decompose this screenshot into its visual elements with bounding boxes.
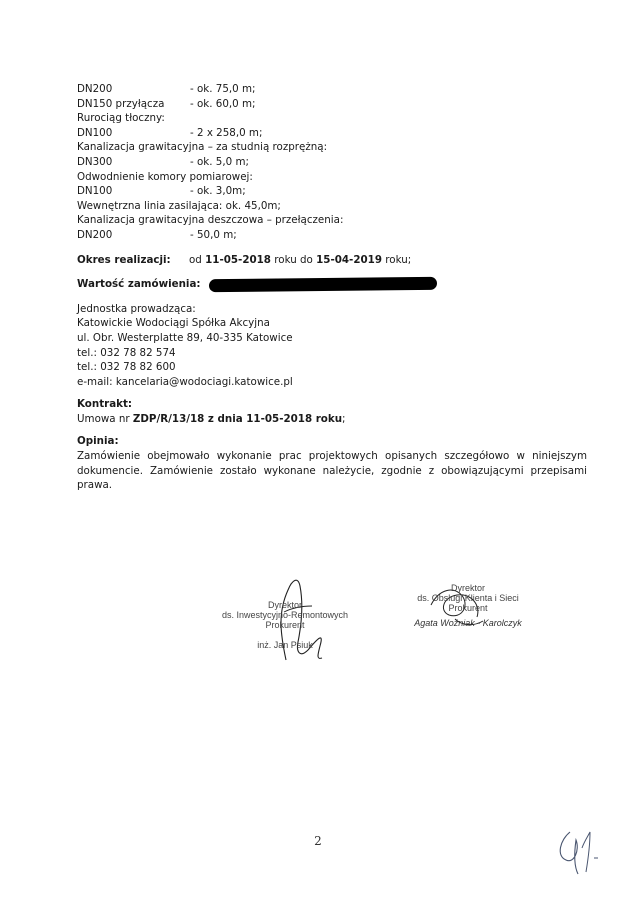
jednostka-tel1: tel.: 032 78 82 574	[77, 346, 176, 359]
rurociag-row: DN100 - 2 x 258,0 m;	[77, 126, 263, 139]
signature-block-right: Dyrektor ds. Obsługi Klienta i Sieci Prokurent Agata Woźniak - Karolczyk	[414, 583, 522, 628]
spacer	[77, 292, 587, 302]
jednostka-email: e-mail: kancelaria@wodociagi.katowice.pl	[77, 375, 293, 388]
odwodnienie-heading: Odwodnienie komory pomiarowej:	[77, 170, 253, 183]
kontrakt-text: Umowa nr ZDP/R/13/18 z dnia 11-05-2018 roku;	[77, 412, 346, 425]
opinia-text: Zamówienie obejmowało wykonanie prac projektowych opisanych szczegółowo w niniejszym dokumencie. Zamówienie zostało wykonane należycie, zgodnie z obowiązującymi przepisami prawa.	[77, 450, 587, 492]
initials-mark-icon	[552, 826, 602, 878]
signature-block-left: Dyrektor ds. Inwestycyjno-Remontowych Prokurent inż. Jan Psiuk	[221, 600, 349, 650]
jednostka-address: ul. Obr. Westerplatte 89, 40-335 Katowice	[77, 331, 293, 344]
length-row-dn150: DN150 przyłącza - ok. 60,0 m;	[77, 97, 256, 110]
deszczowa-heading: Kanalizacja grawitacyjna deszczowa – przełączenia:	[77, 214, 344, 227]
jednostka-block	[77, 302, 587, 390]
okres-realizacji: Okres realizacji: od 11-05-2018 roku do 15-04-2019 roku;	[77, 253, 412, 266]
jednostka-name: Katowickie Wodociągi Spółka Akcyjna	[77, 317, 270, 330]
spacer	[77, 389, 587, 397]
opinia-heading: Opinia:	[77, 435, 119, 448]
kanalizacja-heading: Kanalizacja grawitacyjna – za studnią rozprężną:	[77, 141, 328, 154]
opinia-block	[77, 434, 587, 492]
spacer	[77, 243, 587, 253]
page-number: 2	[314, 834, 322, 848]
spacer	[77, 426, 587, 434]
length-row-dn200: DN200 - ok. 75,0 m;	[77, 83, 256, 95]
odwodnienie-row: DN100 - ok. 3,0m;	[77, 185, 246, 198]
jednostka-tel2: tel.: 032 78 82 600	[77, 361, 176, 374]
linia-zasilajaca: Wewnętrzna linia zasilająca: ok. 45,0m;	[77, 199, 281, 212]
kontrakt-heading: Kontrakt:	[77, 398, 133, 411]
spacer	[77, 267, 587, 277]
kanalizacja-row: DN300 - ok. 5,0 m;	[77, 155, 249, 168]
deszczowa-row: DN200 - 50,0 m;	[77, 228, 237, 241]
jednostka-heading: Jednostka prowadząca:	[77, 302, 196, 315]
kontrakt-block	[77, 397, 587, 426]
document-body	[77, 82, 587, 493]
wartosc-zamowienia: Wartość zamówienia:	[77, 277, 587, 292]
redaction-bar	[208, 277, 436, 292]
rurociag-heading: Rurociąg tłoczny:	[77, 112, 165, 125]
